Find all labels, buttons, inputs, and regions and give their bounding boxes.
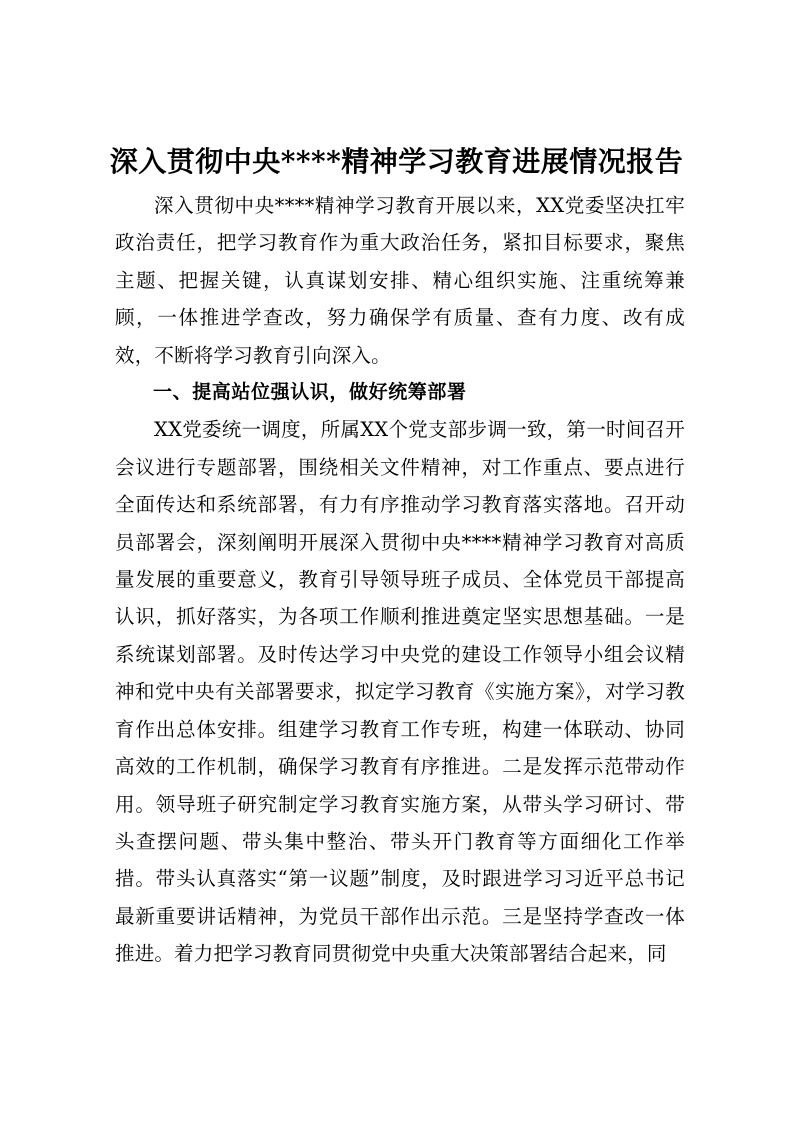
- intro-paragraph: 深入贯彻中央****精神学习教育开展以来，XX党委坚决扛牢政治责任，把学习教育作为重大政治任务，紧扣目标要求，聚焦主题、把握关键，认真谋划安排、精心组织实施、注重统筹兼顾，一体推进学查改，努力确保学有质量、查有力度、改有成效，不断将学习教育引向深入。: [115, 194, 685, 367]
- section-heading: 一、提高站位强认识，做好统筹部署: [153, 381, 467, 404]
- document-title: 深入贯彻中央****精神学习教育进展情况报告: [109, 145, 684, 178]
- document-body: [115, 187, 685, 973]
- section-paragraph: XX党委统一调度，所属XX个党支部步调一致，第一时间召开会议进行专题部署，围绕相关文件精神，对工作重点、要点进行全面传达和系统部署，有力有序推动学习教育落实落地。召开动员部署会，深刻阐明开展深入贯彻中央****精神学习教育对高质量发展的重要意义，教育引导领导班子成员、全体党员干部提高认识，抓好落实，为各项工作顺利推进奠定坚实思想基础。一是系统谋划部署。及时传达学习中央党的建设工作领导小组会议精神和党中央有关部署要求，拟定学习教育《实施方案》，对学习教育作出总体安排。组建学习教育工作专班，构建一体联动、协同高效的工作机制，确保学习教育有序推进。二是发挥示范带动作用。领导班子研究制定学习教育实施方案，从带头学习研讨、带头查摆问题、带头集中整治、带头开门教育等方面细化工作举措。带头认真落实“第一议题”制度，及时跟进学习习近平总书记最新重要讲话精神，为党员干部作出示范。三是坚持学查改一体推进。着力把学习教育同贯彻党中央重大决策部署结合起来，同: [115, 418, 685, 966]
